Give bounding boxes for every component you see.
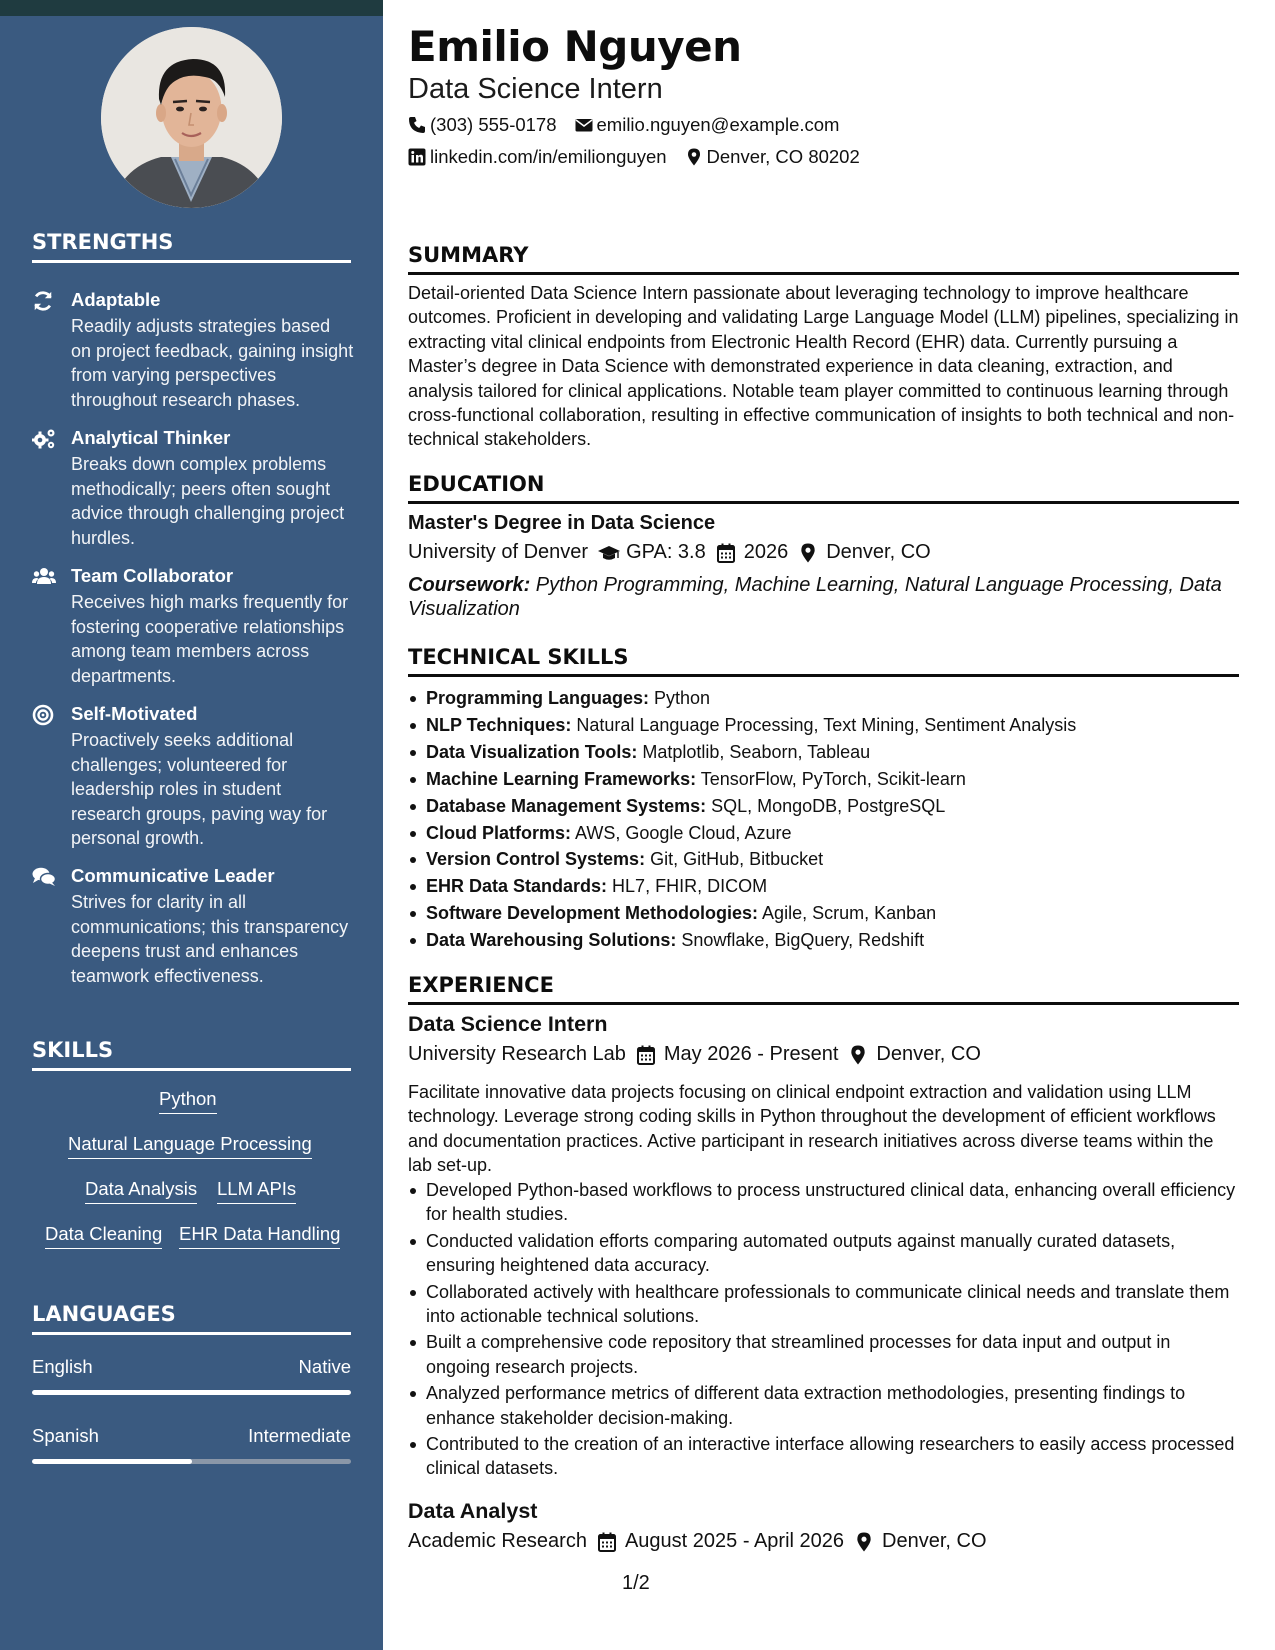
strength-title: Analytical Thinker <box>71 427 231 448</box>
skill-category: Cloud Platforms: <box>426 822 572 843</box>
list-item: Developed Python-based workflows to process unstructured clinical data, enhancing overall efficiency for health studies. <box>408 1178 1239 1227</box>
job-meta <box>408 1530 987 1553</box>
job-dates: May 2026 - Present <box>663 1043 839 1065</box>
graduation-year: 2026 <box>743 541 789 563</box>
strength-title: Adaptable <box>71 289 161 310</box>
list-item: Contributed to the creation of an interactive interface allowing researchers to easily access processed clinical datasets. <box>408 1432 1239 1481</box>
skill-values: Python <box>649 688 711 708</box>
gpa-value: GPA: 3.8 <box>626 541 706 563</box>
coursework-list: Python Programming, Machine Learning, Natural Language Processing, Data Visualization <box>408 574 1222 620</box>
coursework <box>408 573 1239 621</box>
skill-values: Natural Language Processing, Text Mining, Sentiment Analysis <box>571 714 1077 735</box>
map-pin-icon <box>685 148 703 166</box>
list-item <box>408 739 1239 766</box>
skill-category: NLP Techniques: <box>426 714 572 735</box>
coursework-label: Coursework: <box>408 574 531 596</box>
email-link[interactable]: emilio.nguyen@example.com <box>596 114 840 135</box>
job-summary: Facilitate innovative data projects focusing on clinical endpoint extraction and validation using LLM technology. Leverage strong coding skills in Python throughout the development of efficient workflows and documentation practices. Active participant in research initiatives across diverse teams within the lab set-up. <box>408 1082 1216 1176</box>
skill-category: Version Control Systems: <box>426 849 646 870</box>
skill-values: AWS, Google Cloud, Azure <box>571 822 792 843</box>
skills-heading: SKILLS <box>32 1038 351 1071</box>
location-text: Denver, CO 80202 <box>706 146 860 167</box>
graduation-cap-icon <box>598 543 618 563</box>
job-bullets <box>408 1178 1239 1483</box>
users-icon <box>32 566 56 588</box>
language-level: Intermediate <box>248 1425 351 1446</box>
skill-values: Snowflake, BigQuery, Redshift <box>676 930 925 951</box>
phone-number[interactable]: (303) 555-0178 <box>430 114 557 135</box>
comments-icon <box>32 866 56 888</box>
list-item: Conducted validation efforts comparing automated outputs against manually curated datasets, ensuring heightened data accuracy. <box>408 1229 1239 1278</box>
job-location: Denver, CO <box>876 1043 981 1065</box>
sync-icon <box>32 290 56 312</box>
list-item <box>408 820 1239 847</box>
contact-line <box>408 146 860 168</box>
education-meta <box>408 541 931 564</box>
job-location: Denver, CO <box>882 1530 987 1552</box>
skill-category: Data Warehousing Solutions: <box>426 930 677 951</box>
skill-category: Data Visualization Tools: <box>426 741 638 762</box>
list-item <box>408 900 1239 927</box>
job-dates: August 2025 - April 2026 <box>624 1530 845 1552</box>
skill-category: EHR Data Standards: <box>426 876 608 897</box>
strength-desc: Receives high marks frequently for fostering cooperative relationships among team members across departments. <box>71 592 349 686</box>
list-item <box>408 766 1239 793</box>
sidebar <box>0 16 383 1650</box>
list-item <box>408 927 1239 954</box>
strengths-heading: STRENGTHS <box>32 230 351 263</box>
map-pin-icon <box>798 543 818 563</box>
envelope-icon <box>575 116 593 134</box>
skill-category: Software Development Methodologies: <box>426 903 759 924</box>
target-icon <box>32 704 56 726</box>
skill-category: Database Management Systems: <box>426 795 707 816</box>
skill-values: Agile, Scrum, Kanban <box>758 903 937 924</box>
linkedin-icon <box>408 148 426 166</box>
list-item <box>408 793 1239 820</box>
summary-heading: SUMMARY <box>408 243 1239 275</box>
skill-tag: LLM APIs <box>217 1178 296 1204</box>
language-name: Spanish <box>32 1425 99 1446</box>
skill-values: Matplotlib, Seaborn, Tableau <box>637 741 871 762</box>
strength-title: Self-Motivated <box>71 703 198 724</box>
skill-values: HL7, FHIR, DICOM <box>607 876 768 897</box>
experience-heading: EXPERIENCE <box>408 973 1239 1005</box>
degree-title: Master's Degree in Data Science <box>408 512 716 534</box>
language-bar-fill <box>32 1459 192 1464</box>
language-bar <box>32 1459 351 1464</box>
education-heading: EDUCATION <box>408 472 1239 504</box>
sidebar-top-strip <box>0 0 383 16</box>
list-item <box>408 846 1239 873</box>
summary-text: Detail-oriented Data Science Intern passionate about leveraging technology to improve healthcare outcomes. Proficient in developing and validating Large Language Model (LLM) pipelines, specializing in extracting vital clinical endpoints from Electronic Health Record (EHR) data. Currently pursuing a Master’s degree in Data Science with demonstrated experience in data cleaning, extraction, and analysis tailored for clinical applications. Notable team player committed to continuous learning through cross-functional collaboration, resulting in effective communication of insights to both technical and non-technical stakeholders. <box>408 283 1239 450</box>
strength-title: Team Collaborator <box>71 565 234 586</box>
list-item <box>408 873 1239 900</box>
language-bar <box>32 1390 351 1395</box>
job-title: Data Science Intern <box>408 1012 608 1036</box>
skill-values: TensorFlow, PyTorch, Scikit-learn <box>696 768 966 789</box>
job-org: Academic Research <box>408 1530 587 1552</box>
strength-desc: Readily adjusts strategies based on project feedback, gaining insight from varying perspectives throughout research phases. <box>71 316 354 410</box>
skill-tag: Natural Language Processing <box>68 1133 312 1159</box>
language-name: English <box>32 1356 93 1377</box>
list-item: Analyzed performance metrics of different data extraction methodologies, presenting findings to enhance stakeholder decision-making. <box>408 1381 1239 1430</box>
list-item: Built a comprehensive code repository that streamlined processes for data input and output in ongoing research projects. <box>408 1330 1239 1379</box>
skill-tag: Data Cleaning <box>45 1223 162 1249</box>
strength-desc: Proactively seeks additional challenges; volunteered for leadership roles in student research groups, paving way for personal growth. <box>71 730 328 848</box>
contact-line <box>408 114 839 136</box>
gears-icon <box>32 428 56 450</box>
languages-heading: LANGUAGES <box>32 1302 351 1335</box>
linkedin-link[interactable]: linkedin.com/in/emilionguyen <box>430 146 667 167</box>
calendar-icon <box>597 1532 617 1552</box>
language-bar-fill <box>32 1390 351 1395</box>
skill-values: Git, GitHub, Bitbucket <box>645 849 824 870</box>
strength-desc: Breaks down complex problems methodically; peers often sought advice through challenging project hurdles. <box>71 454 345 548</box>
map-pin-icon <box>848 1045 868 1065</box>
list-item: Collaborated actively with healthcare professionals to communicate clinical needs and translate them into actionable technical solutions. <box>408 1280 1239 1329</box>
profile-photo <box>101 27 282 208</box>
calendar-icon <box>636 1045 656 1065</box>
technical-skills-heading: TECHNICAL SKILLS <box>408 645 1239 677</box>
job-org: University Research Lab <box>408 1043 626 1065</box>
list-item <box>408 685 1239 712</box>
candidate-name: Emilio Nguyen <box>408 22 742 71</box>
skill-category: Programming Languages: <box>426 688 650 708</box>
job-meta <box>408 1043 981 1066</box>
calendar-icon <box>716 543 736 563</box>
skill-values: SQL, MongoDB, PostgreSQL <box>706 795 946 816</box>
education-location: Denver, CO <box>826 541 931 563</box>
language-level: Native <box>298 1356 351 1377</box>
candidate-role: Data Science Intern <box>408 73 663 105</box>
skill-tag: EHR Data Handling <box>179 1223 340 1249</box>
phone-icon <box>408 116 426 134</box>
page-number: 1/2 <box>622 1572 650 1594</box>
technical-skills-list <box>408 685 1239 954</box>
skill-tag: Data Analysis <box>85 1178 197 1204</box>
skill-category: Machine Learning Frameworks: <box>426 768 697 789</box>
list-item <box>408 712 1239 739</box>
skill-tag: Python <box>159 1088 217 1114</box>
map-pin-icon <box>854 1532 874 1552</box>
strength-desc: Strives for clarity in all communications; this transparency deepens trust and enhances teamwork effectiveness. <box>71 892 349 986</box>
school-name: University of Denver <box>408 541 589 563</box>
job-title: Data Analyst <box>408 1499 538 1523</box>
strength-title: Communicative Leader <box>71 865 275 886</box>
